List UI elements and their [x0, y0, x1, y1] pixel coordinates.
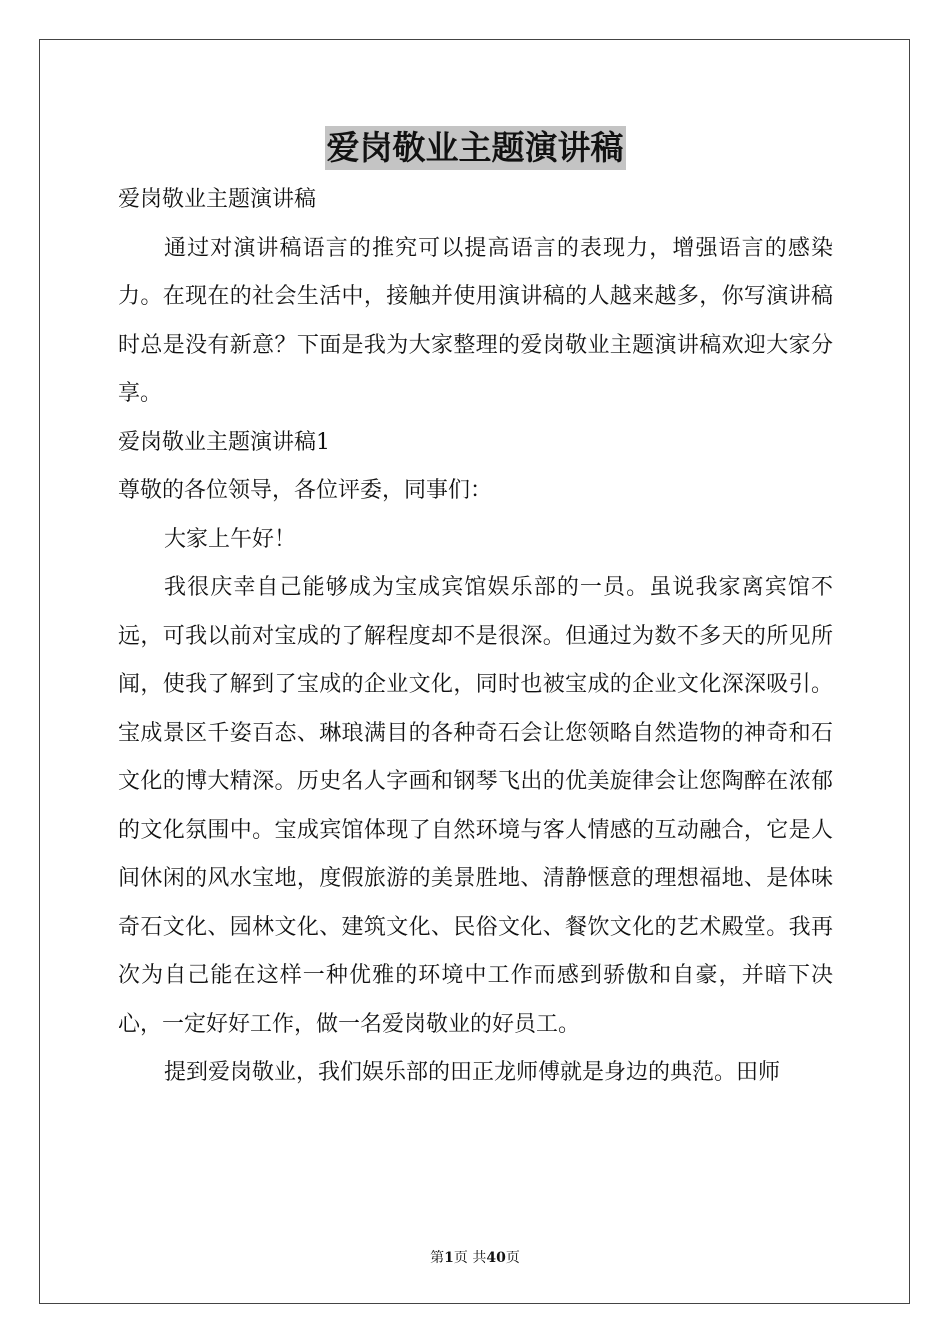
- document-body: [118, 176, 833, 1098]
- footer-page-mid: 页 共: [453, 1250, 487, 1266]
- section-heading: 爱岗敬业主题演讲稿1: [118, 429, 330, 455]
- page-footer: [0, 1247, 950, 1267]
- footer-page-number: 1: [444, 1250, 454, 1266]
- greeting: 大家上午好！: [164, 526, 297, 552]
- footer-page-total: 40: [486, 1250, 506, 1266]
- footer-page-prefix: 第: [430, 1250, 445, 1266]
- title-container: [0, 126, 950, 170]
- document-subtitle: 爱岗敬业主题演讲稿: [118, 187, 317, 212]
- document-title: 爱岗敬业主题演讲稿: [325, 126, 626, 170]
- salutation: 尊敬的各位领导，各位评委，同事们：: [118, 478, 493, 503]
- intro-paragraph: 通过对演讲稿语言的推究可以提高语言的表现力，增强语言的感染力。在现在的社会生活中，接触并使用演讲稿的人越来越多，你写演讲稿时总是没有新意？下面是我为大家整理的爱岗敬业主题演讲稿欢迎大家分享。: [118, 235, 833, 406]
- body-paragraph-1: 我很庆幸自己能够成为宝成宾馆娱乐部的一员。虽说我家离宾馆不远，可我以前对宝成的了解程度却不是很深。但通过为数不多天的所见所闻，使我了解到了宝成的企业文化，同时也被宝成的企业文化深深吸引。宝成景区千姿百态、琳琅满目的各种奇石会让您领略自然造物的神奇和石文化的博大精深。历史名人字画和钢琴飞出的优美旋律会让您陶醉在浓郁的文化氛围中。宝成宾馆体现了自然环境与客人情感的互动融合，它是人间休闲的风水宝地，度假旅游的美景胜地、清静惬意的理想福地、是体味奇石文化、园林文化、建筑文化、民俗文化、餐饮文化的艺术殿堂。我再次为自己能在这样一种优雅的环境中工作而感到骄傲和自豪，并暗下决心，一定好好工作，做一名爱岗敬业的好员工。: [118, 575, 833, 1037]
- body-paragraph-2: 提到爱岗敬业，我们娱乐部的田正龙师傅就是身边的典范。田师: [164, 1060, 781, 1085]
- footer-page-suffix: 页: [505, 1250, 520, 1266]
